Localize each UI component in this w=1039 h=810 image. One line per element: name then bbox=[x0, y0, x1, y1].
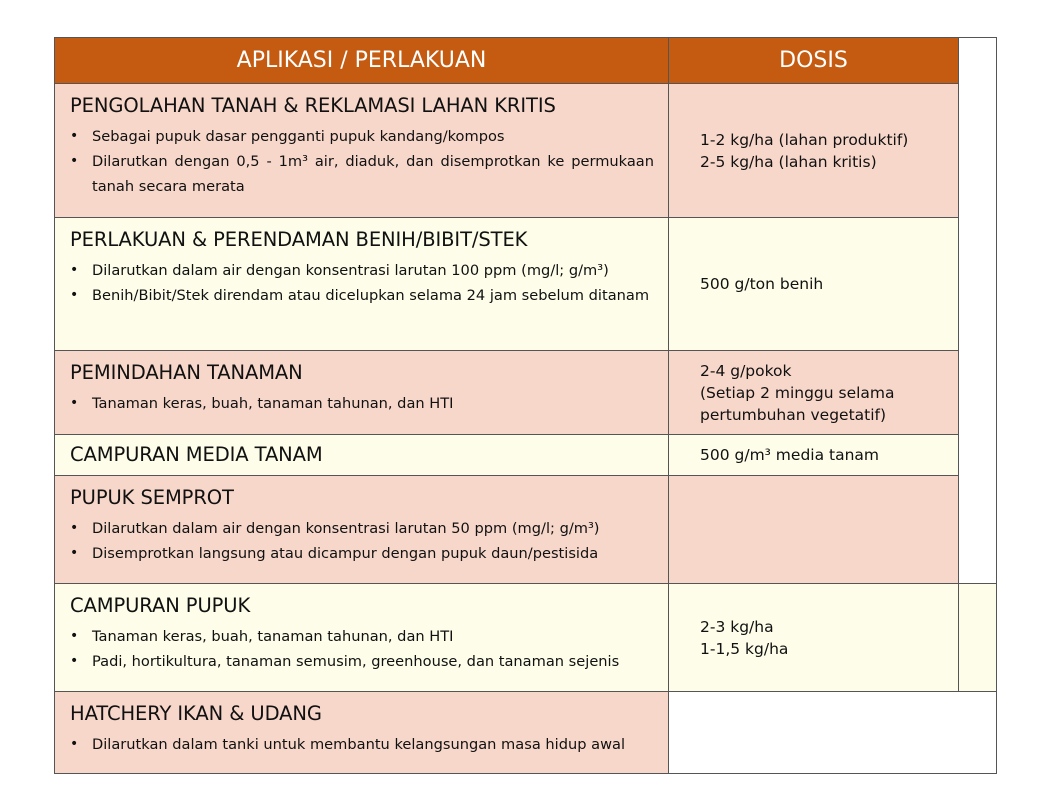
bullet-list bbox=[70, 732, 654, 757]
dose-line: 500 g/m³ media tanam bbox=[700, 446, 880, 464]
row-application bbox=[55, 218, 669, 351]
list-item: • Dilarutkan dalam air dengan konsentrasi larutan 50 ppm (mg/l; g/m³) bbox=[70, 516, 654, 541]
dose-line: 1-2 kg/ha (lahan produktif) bbox=[700, 130, 909, 149]
row-title: PEMINDAHAN TANAMAN bbox=[70, 361, 303, 384]
row-application bbox=[55, 584, 669, 692]
list-item: • Dilarutkan dalam tanki untuk membantu kelangsungan masa hidup awal bbox=[70, 732, 654, 757]
row-title: PENGOLAHAN TANAH & REKLAMASI LAHAN KRITIS bbox=[70, 94, 556, 117]
row-application bbox=[55, 435, 669, 476]
dose-line: 2-4 g/pokok bbox=[700, 361, 792, 380]
row-title: CAMPURAN PUPUK bbox=[70, 594, 251, 617]
bullet-list bbox=[70, 258, 654, 308]
row-application bbox=[55, 692, 669, 773]
dose-line: 2-5 kg/ha (lahan kritis) bbox=[700, 152, 877, 171]
row-dose bbox=[669, 84, 959, 218]
list-item: • Padi, hortikultura, tanaman semusim, greenhouse, dan tanaman sejenis bbox=[70, 649, 654, 674]
row-title: CAMPURAN MEDIA TANAM bbox=[70, 443, 323, 466]
row-application bbox=[55, 84, 669, 218]
bullet-list bbox=[70, 391, 654, 416]
dosage-table bbox=[54, 37, 997, 774]
row-title: PUPUK SEMPROT bbox=[70, 486, 234, 509]
row-dose bbox=[669, 218, 959, 351]
dose-line: (Setiap 2 minggu selama bbox=[700, 383, 895, 402]
header-dose: DOSIS bbox=[669, 38, 959, 84]
header-application: APLIKASI / PERLAKUAN bbox=[55, 38, 669, 84]
row-dose bbox=[669, 435, 959, 476]
dose-line: 500 g/ton benih bbox=[700, 275, 824, 293]
row-title: HATCHERY IKAN & UDANG bbox=[70, 702, 322, 725]
list-item: • Dilarutkan dalam air dengan konsentrasi larutan 100 ppm (mg/l; g/m³) bbox=[70, 258, 654, 283]
dose-line: 1-1,5 kg/ha bbox=[700, 639, 789, 658]
bullet-list bbox=[70, 124, 654, 199]
list-item: • Benih/Bibit/Stek direndam atau dicelupkan selama 24 jam sebelum ditanam bbox=[70, 283, 654, 308]
row-application bbox=[55, 351, 669, 435]
row-application bbox=[55, 476, 669, 584]
bullet-list bbox=[70, 624, 654, 674]
list-item: • Tanaman keras, buah, tanaman tahunan, dan HTI bbox=[70, 624, 654, 649]
row-title: PERLAKUAN & PERENDAMAN BENIH/BIBIT/STEK bbox=[70, 228, 528, 251]
list-item: • Tanaman keras, buah, tanaman tahunan, dan HTI bbox=[70, 391, 654, 416]
bullet-list bbox=[70, 516, 654, 566]
list-item: • Disemprotkan langsung atau dicampur dengan pupuk daun/pestisida bbox=[70, 541, 654, 566]
dose-line: pertumbuhan vegetatif) bbox=[700, 405, 887, 424]
dose-line: 2-3 kg/ha bbox=[700, 617, 774, 636]
row-dose bbox=[669, 584, 959, 692]
border-top-line bbox=[959, 583, 996, 584]
list-item: • Sebagai pupuk dasar pengganti pupuk kandang/kompos bbox=[70, 124, 654, 149]
row-extension bbox=[959, 584, 996, 692]
list-item: • Dilarutkan dengan 0,5 - 1m³ air, diaduk, dan disemprotkan ke permukaan tanah secara merata bbox=[70, 149, 654, 199]
row-dose bbox=[669, 476, 959, 584]
row-dose bbox=[669, 351, 959, 435]
